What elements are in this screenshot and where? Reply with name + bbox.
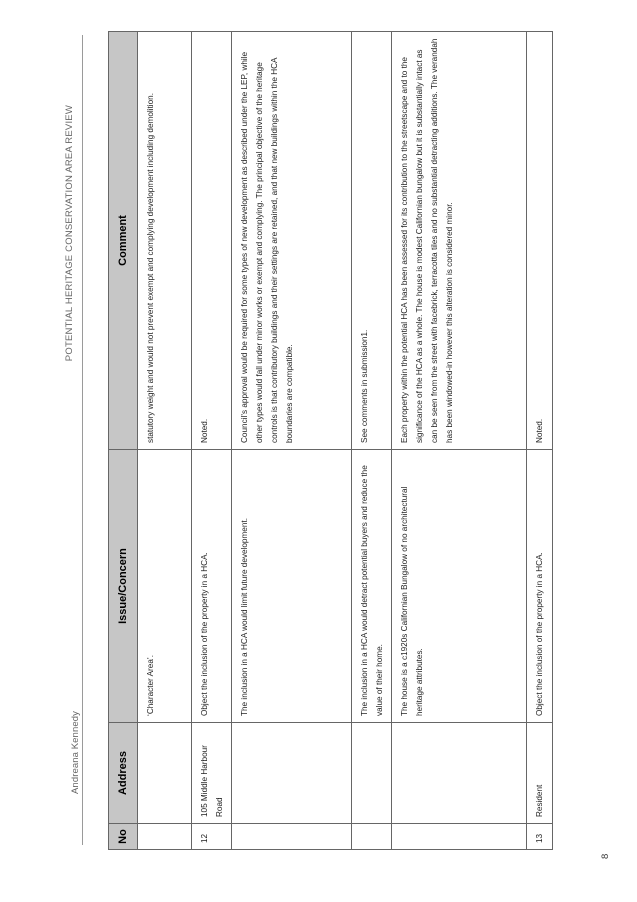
table-row [392,32,527,850]
cell-address [392,723,527,824]
column-header-comment: Comment [109,32,138,450]
cell-address: 105 Middle Harbour Road [192,723,232,824]
table-row [192,32,232,850]
cell-comment: See comments in submission1. [352,32,392,450]
cell-issue: The inclusion in a HCA would limit future development. [232,450,352,723]
header-author: Andreana Kennedy [70,711,81,794]
page-number: 8 [600,853,611,859]
header-document-title: POTENTIAL HERITAGE CONSERVATION AREA REVIEW [64,105,75,362]
column-header-address: Address [109,723,138,824]
cell-issue: ‘Character Area’. [138,450,192,723]
cell-no: 12 [192,824,232,850]
table-row [138,32,192,850]
cell-no [352,824,392,850]
column-header-no: No [109,824,138,850]
table-header-row [109,32,138,850]
cell-address [138,723,192,824]
table-row [352,32,392,850]
cell-issue: The inclusion in a HCA would detract potential buyers and reduce the value of their home. [352,450,392,723]
cell-address [352,723,392,824]
cell-no [392,824,527,850]
table-row [232,32,352,850]
cell-no [232,824,352,850]
cell-comment: Each property within the potential HCA has been assessed for its contribution to the streetscape and to the significance of the HCA as a whole. The house is modest Californian bungalow but it is substantially intact as can be seen from the street with facebrick, terracotta tiles and no substantial detracting additions. The verandah has been windowed-in however this alteration is considered minor. [392,32,527,450]
column-header-issue: Issue/Concern [109,450,138,723]
cell-comment: statutory weight and would not prevent exempt and complying development including demolition. [138,32,192,450]
header-divider [82,35,83,845]
cell-no: 13 [527,824,553,850]
cell-comment: Noted. [527,32,553,450]
submissions-table [108,31,553,850]
cell-address: Resident [527,723,553,824]
cell-no [138,824,192,850]
cell-address [232,723,352,824]
cell-issue: The house is a c1920s Californian Bungalow of no architectural heritage attributes. [392,450,527,723]
cell-comment: Noted. [192,32,232,450]
table-row [527,32,553,850]
cell-issue: Object the inclusion of the property in a HCA. [192,450,232,723]
cell-comment: Council’s approval would be required for some types of new development as described under the LEP, while other types would fall under minor works or exempt and complying. The principal objective of the heritage controls is that contributory buildings and their settings are retained, and that new buildings within the HCA boundaries are compatible. [232,32,352,450]
cell-issue: Object the inclusion of the property in a HCA. [527,450,553,723]
